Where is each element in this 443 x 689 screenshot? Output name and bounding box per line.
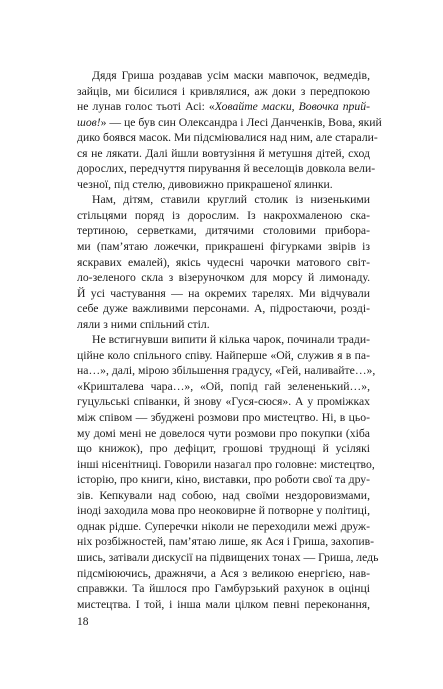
text-line: ми (пам’ятаю ложечки, прикрашені фігурками звірів із [77,240,370,254]
text-line: шов!» — це був син Олександра і Лесі Данченків, Вова, який [77,115,382,129]
quoted-phrase: Ховайте маски, Вовочка прий- [214,100,370,114]
text-line: справжки. Та йшлося про Гамбурзький рахунок в оцінці [77,582,370,596]
paragraph-1 [77,68,382,192]
text-line: Й усі частування — на окремих тарелях. Ми відчували [77,286,370,300]
text-line: ційне коло спільного співу. Найперше «Ой, служив я в па- [77,348,370,362]
text-line: тертиною, серветками, дитячими столовими прибора- [77,224,370,238]
text-line: чезної, під стелю, дивовижно прикрашеної ялинки. [77,177,333,191]
page-number: 18 [77,616,89,628]
text-line: гуцульські співанки, й знову «Гуся-сюся». А у проміжках [77,395,370,409]
text-line: ло-зеленого скла з візеруночком для морсу й лимонаду. [77,271,370,285]
paragraph-3 [77,332,379,612]
text-line: ляли з ними спільний стіл. [77,317,210,331]
text-line: стільцями поряд із дорослим. Із накрохмаленою ска- [77,208,370,222]
text-line: що книжок), про дефіцит, грошові труднощі й усілякі [77,442,370,456]
text-line: на…», далі, мірою збільшення градусу, «Гей, наливайте…», [77,364,376,378]
text-line: іноді заходила мова про неоковирне й потворне у політиці, [77,504,371,518]
text-line: Дядя Гриша роздавав усім маски мавпочок, ведмедів, [92,69,370,82]
text-line: мистецтва. І той, і інша мали цілком певні переконання, [77,597,370,611]
text-line: зайців, ми бісилися і кривлялися, аж доки з передпокою [77,84,370,98]
text-line: Не встигнувши випити й кілька чарок, починали тради- [92,333,370,347]
text-line: «Кришталева чара…», «Ой, попід гай зелененький…», [77,379,370,393]
text-line: однак рідше. Суперечки ніколи не переходили межі друж- [77,519,370,533]
text-line: між співом — збуджені розмови про мистецтво. Ні, в цьо- [77,411,370,425]
paragraph-2 [77,192,370,332]
text-line: інші нісенітниці. Говорили назагал про головне: мистецтво, [77,457,375,471]
text-line: дико боявся масок. Ми підсміювалися над ним, але старали- [77,131,378,145]
text-line: яскравих емалей), якісь чудесні чарочки матового світ- [77,255,370,269]
text-line: не лунав голос тьоті Асі: «Ховайте маски, Вовочка прий- [77,100,370,114]
text-line: ся не лякати. Далі йшли вовтузіння й метушня дітей, сход [77,146,370,160]
text-line: шись, затівали дискусії на підвищених тонах — Гриша, ледь [77,550,379,564]
text-line: дорослих, передчуття пирування й веселощів довкола вели- [77,162,376,176]
text-line: історію, про книги, кіно, виставки, про роботи свої та дру- [77,473,370,487]
text-line: підсміюючись, дражнячи, а Ася з великою енергією, нав- [77,566,370,580]
body-text [77,68,382,612]
text-line: зів. Кепкували над собою, над своїми нездоровизмами, [77,488,370,502]
text-line: себе дуже важливими персонами. А, підростаючи, розді- [77,302,370,316]
text-line: ніх розбіжностей, пам’ятаю лише, як Ася і Гриша, захопив- [77,535,375,549]
quoted-phrase: шов! [77,115,101,129]
text-line: Нам, дітям, ставили круглий столик із низенькими [92,193,370,207]
text-line: му домі мені не довелося чути розмови про покупки (хіба [77,426,370,440]
